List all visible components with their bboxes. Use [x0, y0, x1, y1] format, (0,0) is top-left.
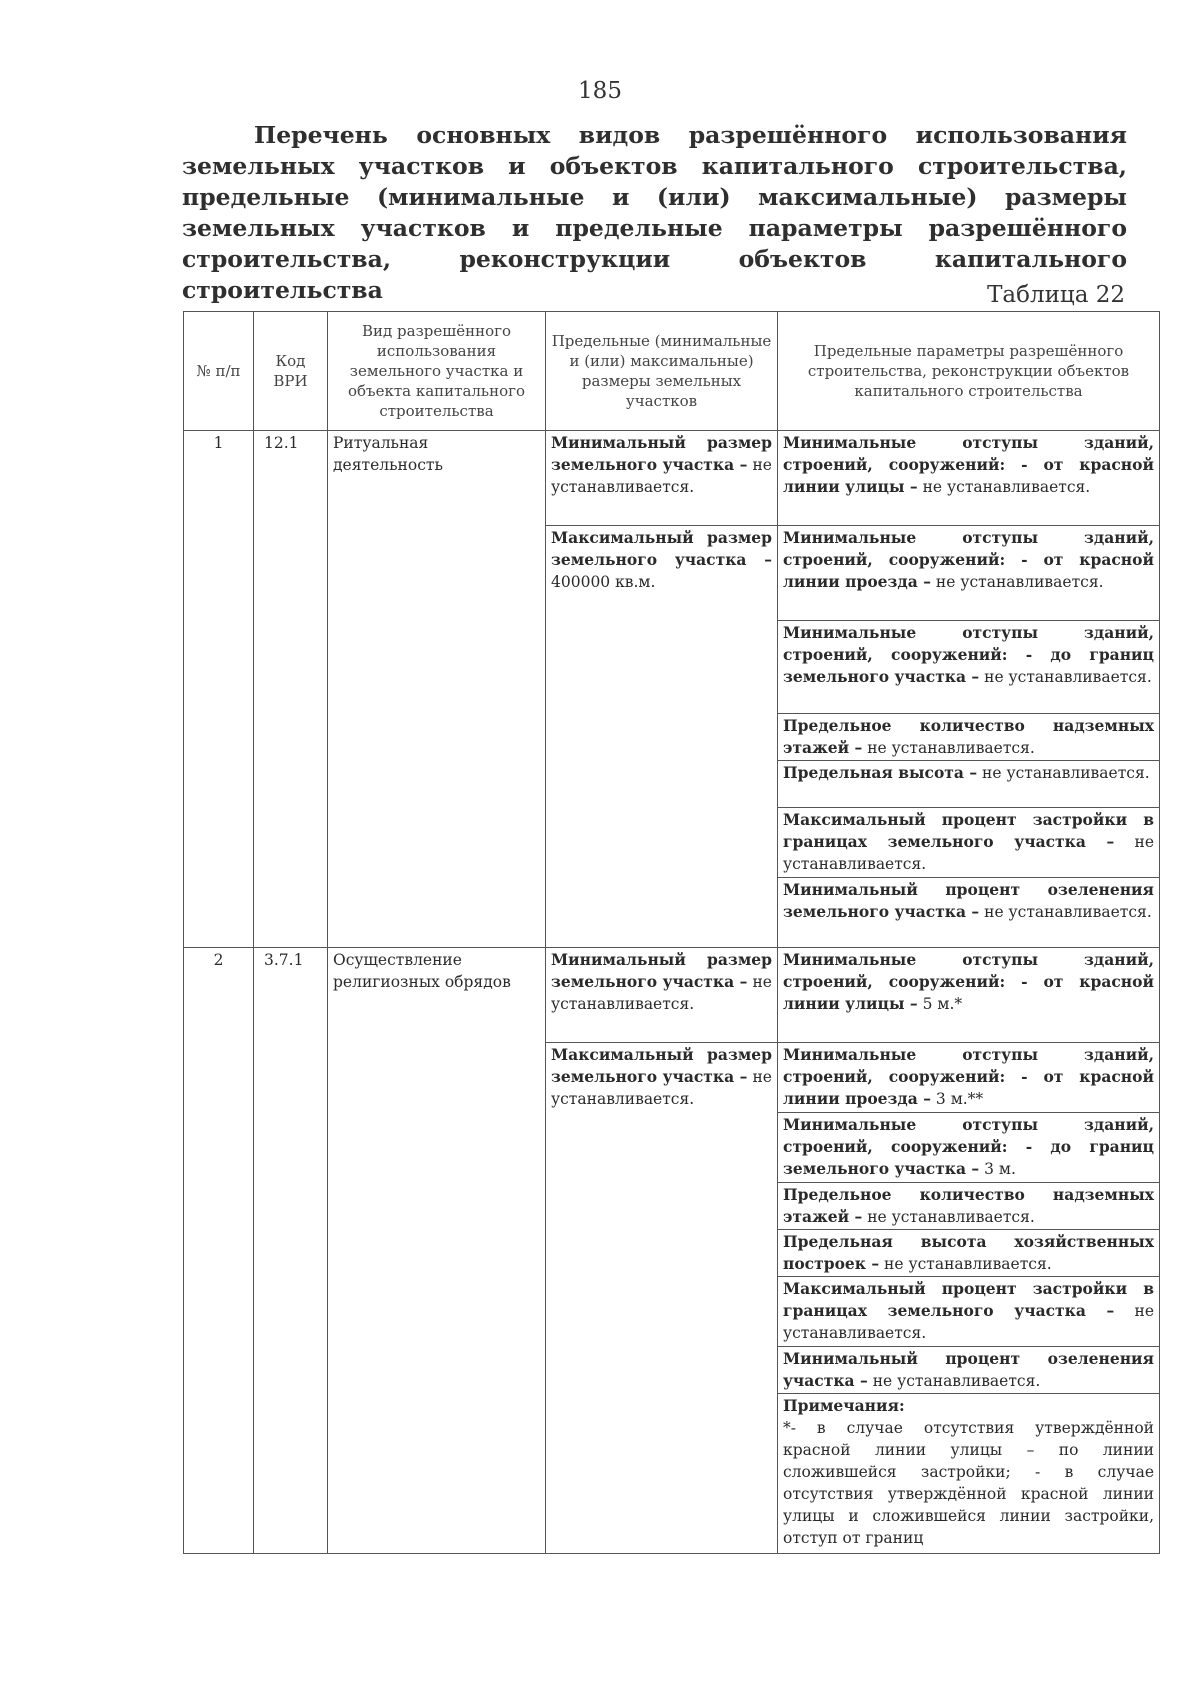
param-value: не устанавливается.	[783, 833, 1154, 873]
notes-text: *- в случае отсутствия утверждённой красной линии улицы – по линии сложившейся застройки; - в случае отсутствия утверждённой красной линии улицы и сложившейся линии застройки, отступ от границ	[783, 1419, 1154, 1547]
param-label: Минимальный процент озеленения участка –	[783, 1349, 1154, 1390]
header-sizes: Предельные (минимальные и (или) максимальные) размеры земельных участков	[546, 312, 778, 431]
min-size-cell	[546, 948, 778, 1043]
param-label: Предельное количество надземных этажей –	[783, 1185, 1154, 1226]
row-kind: Ритуальная деятельность	[328, 431, 546, 948]
max-size-cell	[546, 1043, 778, 1554]
param-label: Минимальные отступы зданий, строений, сооружений: - от красной линии улицы –	[783, 950, 1154, 1013]
row-kind: Осуществление религиозных обрядов	[328, 948, 546, 1554]
param-cell	[778, 1043, 1160, 1113]
param-value: не устанавливается.	[867, 1208, 1035, 1226]
param-label: Предельное количество надземных этажей –	[783, 716, 1154, 757]
document-title: Перечень основных видов разрешённого использования земельных участков и объектов капитального строительства, предельные (минимальные и (или) максимальные) размеры земельных участков и предельные параметры разрешённого строительства, реконструкции объектов капитального строительства	[182, 121, 1127, 304]
param-value: не устанавливается.	[982, 764, 1150, 782]
param-label: Минимальный процент озеленения земельного участка –	[783, 880, 1154, 921]
param-value: не устанавливается.	[783, 1302, 1154, 1342]
param-cell	[778, 1277, 1160, 1347]
min-size-value: не устанавливается.	[551, 456, 772, 496]
param-label: Предельная высота –	[783, 763, 978, 782]
param-value: не устанавливается.	[935, 573, 1104, 591]
table-header-row	[184, 312, 1160, 431]
header-num: № п/п	[184, 312, 254, 431]
header-params: Предельные параметры разрешённого строительства, реконструкции объектов капитального строительства	[778, 312, 1160, 431]
param-label: Предельная высота хозяйственных построек –	[783, 1232, 1154, 1273]
param-value: не устанавливается.	[984, 903, 1152, 921]
param-cell	[778, 1183, 1160, 1230]
notes-title: Примечания:	[783, 1396, 905, 1415]
param-value: не устанавливается.	[884, 1255, 1052, 1273]
param-cell	[778, 761, 1160, 808]
param-cell	[778, 431, 1160, 526]
table-row	[184, 948, 1160, 1043]
row-number: 1	[184, 431, 254, 948]
param-label: Минимальные отступы зданий, строений, сооружений: - от красной линии проезда –	[783, 1045, 1154, 1108]
table-caption: Таблица 22	[987, 282, 1125, 308]
max-size-cell	[546, 526, 778, 948]
min-size-value: не устанавливается.	[551, 973, 772, 1013]
max-size-value: 400000 кв.м.	[551, 573, 656, 591]
row-code: 3.7.1	[254, 948, 328, 1554]
param-value: не устанавливается.	[867, 739, 1035, 757]
param-cell	[778, 878, 1160, 948]
param-label: Минимальные отступы зданий, строений, сооружений: - от красной линии улицы –	[783, 433, 1154, 496]
param-label: Максимальный процент застройки в границах земельного участка –	[783, 810, 1154, 851]
param-value: 3 м.**	[935, 1090, 984, 1108]
page-number: 185	[578, 78, 622, 104]
max-size-label: Максимальный размер земельного участка –	[551, 528, 772, 569]
param-cell	[778, 1230, 1160, 1277]
param-value: не устанавливается.	[984, 668, 1152, 686]
param-value: 3 м.	[984, 1160, 1016, 1178]
row-code: 12.1	[254, 431, 328, 948]
min-size-cell	[546, 431, 778, 526]
param-label: Максимальный процент застройки в границах земельного участка –	[783, 1279, 1154, 1320]
max-size-label: Максимальный размер земельного участка –	[551, 1045, 772, 1086]
param-cell	[778, 526, 1160, 621]
regulations-table	[183, 311, 1160, 1554]
table-row	[184, 431, 1160, 526]
param-value: не устанавливается.	[872, 1372, 1041, 1390]
header-code: Код ВРИ	[254, 312, 328, 431]
max-size-value: не устанавливается.	[551, 1068, 772, 1108]
row-number: 2	[184, 948, 254, 1554]
param-cell	[778, 1113, 1160, 1183]
param-cell	[778, 621, 1160, 714]
param-cell	[778, 1347, 1160, 1394]
param-cell	[778, 808, 1160, 878]
notes-cell	[778, 1394, 1160, 1554]
param-label: Минимальные отступы зданий, строений, сооружений: - до границ земельного участка –	[783, 1115, 1154, 1178]
param-label: Минимальные отступы зданий, строений, сооружений: - до границ земельного участка –	[783, 623, 1154, 686]
param-label: Минимальные отступы зданий, строений, сооружений: - от красной линии проезда –	[783, 528, 1154, 591]
min-size-label: Минимальный размер земельного участка –	[551, 433, 772, 474]
param-cell	[778, 948, 1160, 1043]
min-size-label: Минимальный размер земельного участка –	[551, 950, 772, 991]
param-cell	[778, 714, 1160, 761]
param-value: 5 м.*	[922, 995, 963, 1013]
header-kind: Вид разрешённого использования земельного участка и объекта капитального строительства	[328, 312, 546, 431]
param-value: не устанавливается.	[922, 478, 1091, 496]
